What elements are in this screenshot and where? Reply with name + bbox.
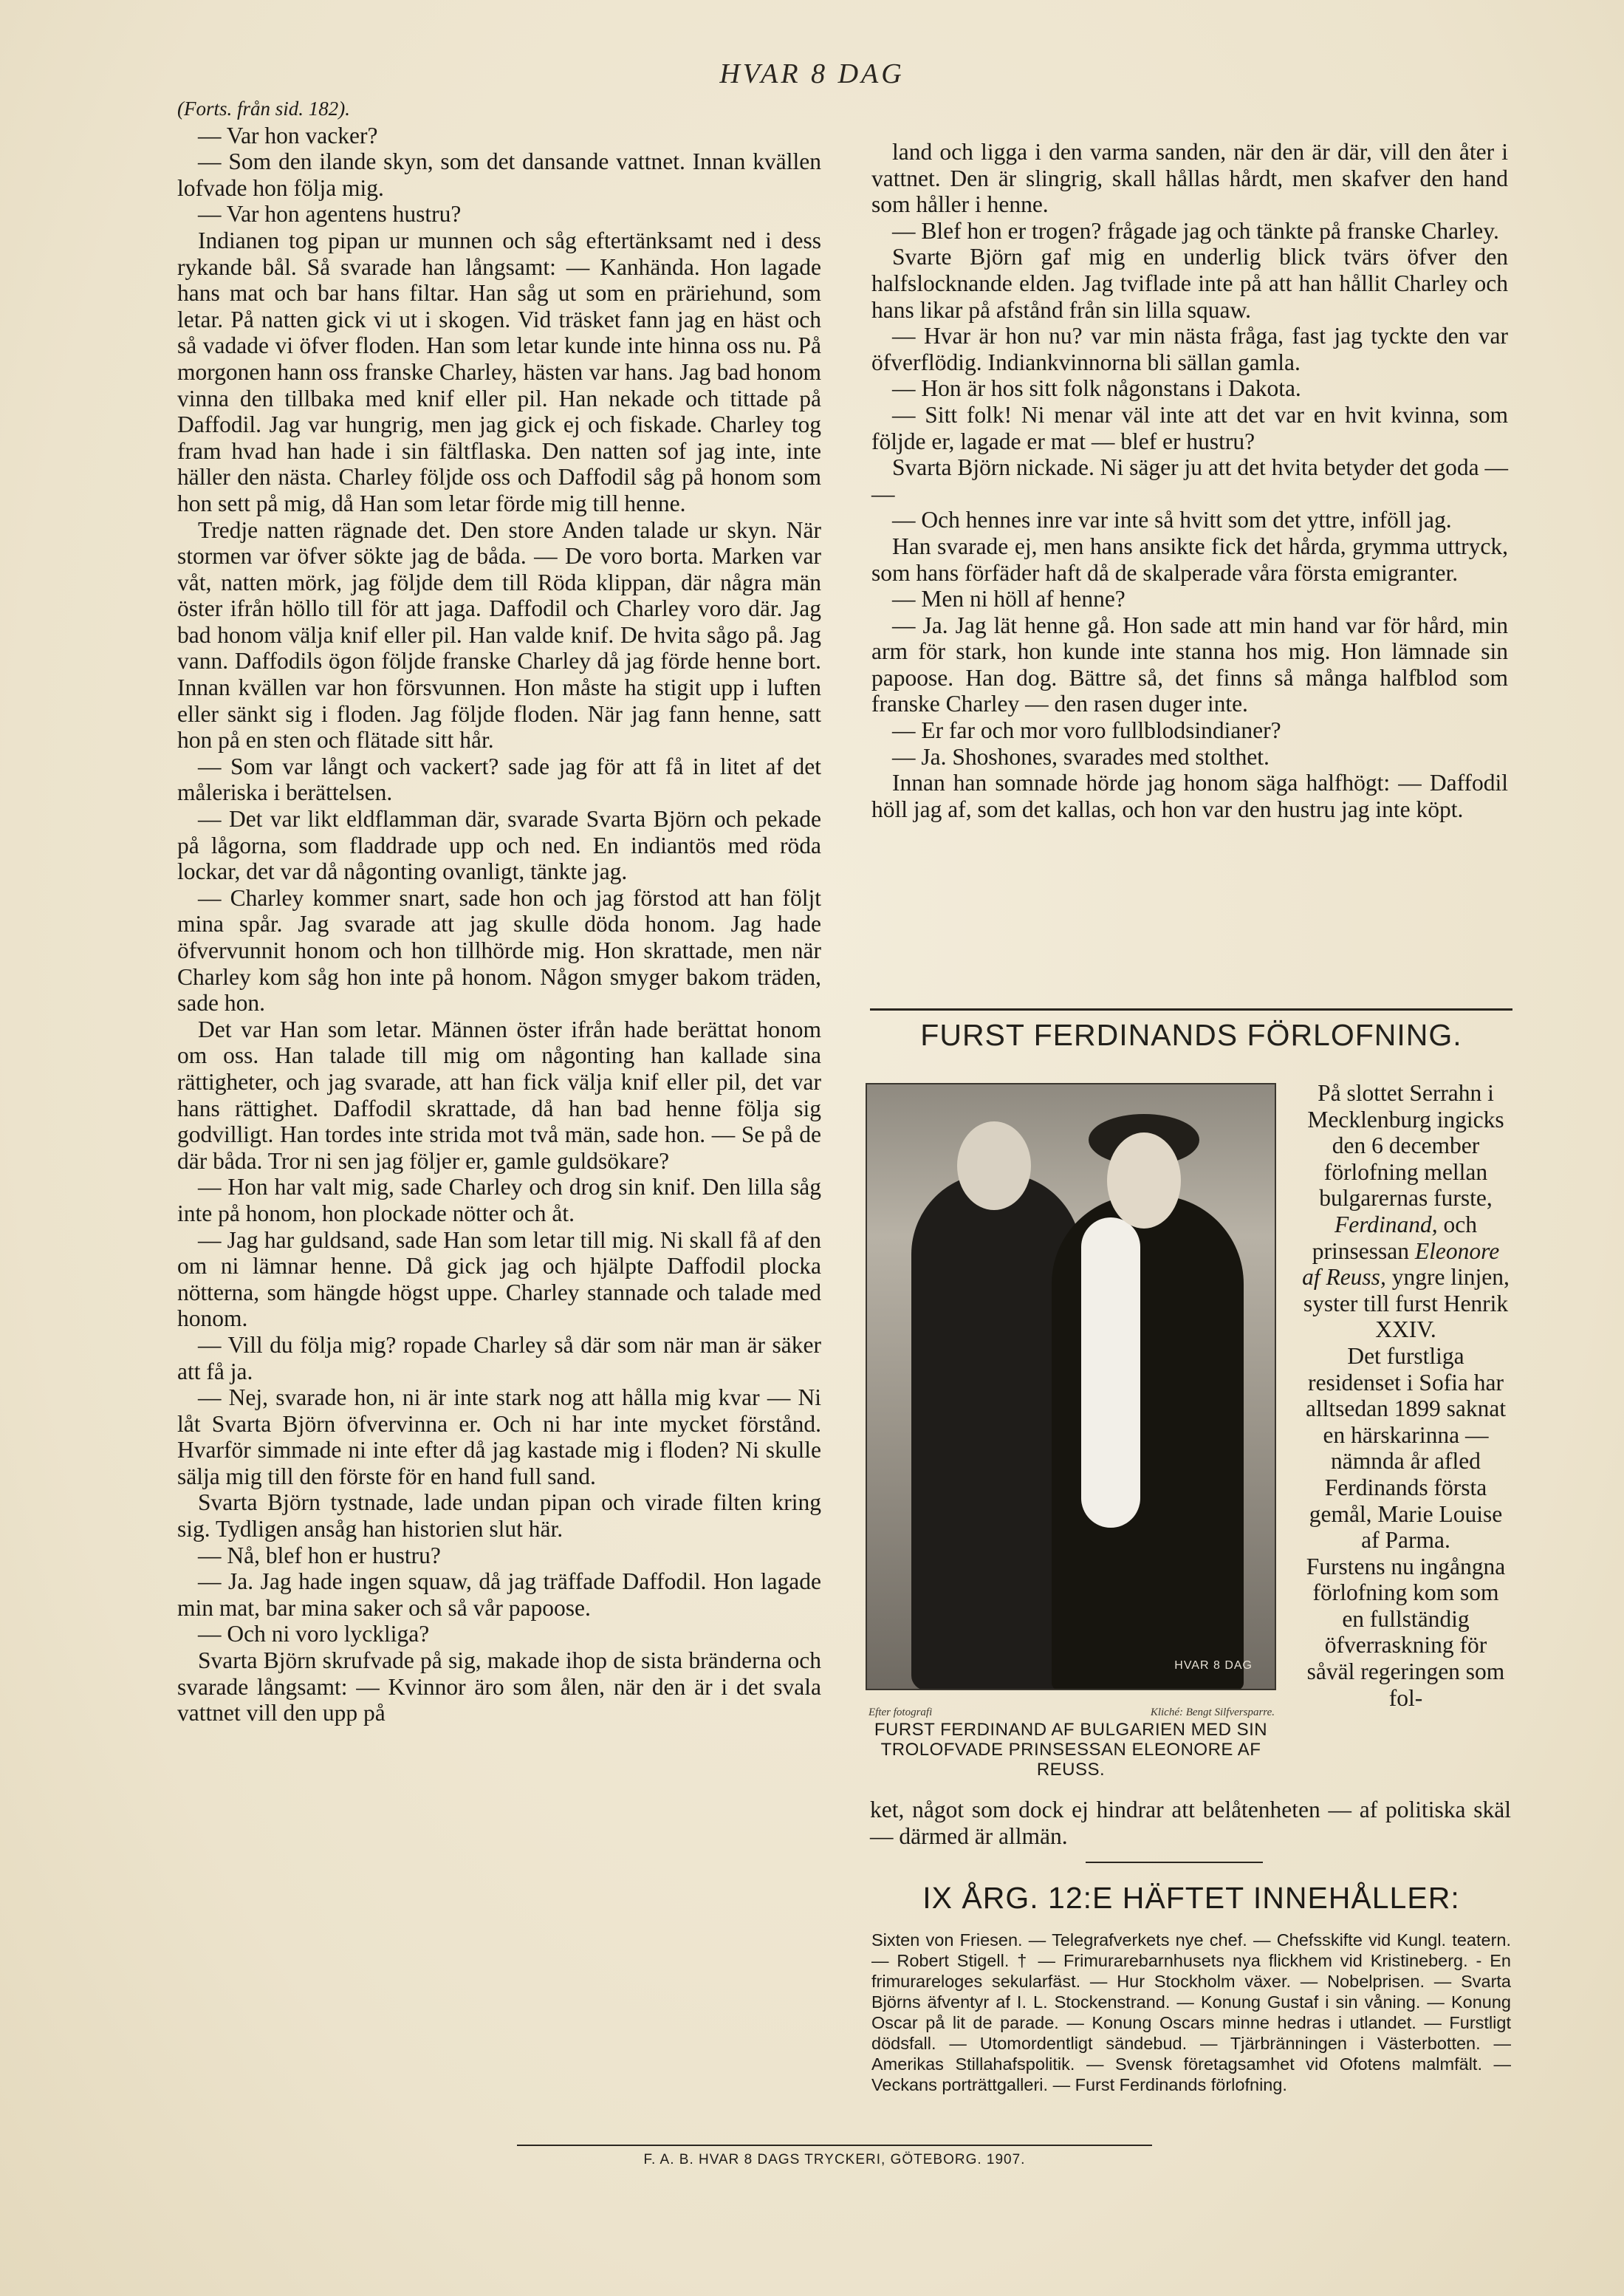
left-paragraphs (177, 123, 821, 1726)
left-paragraph: Svarta Björn skrufvade på sig, makade ihop de sista bränderna och svarade långsamt: — Kvinnor äro som ålen, när den är i det svala vattnet vill den upp på (177, 1647, 821, 1726)
right-paragraph: — Och hennes inre var inte så hvitt som det yttre, inföll jag. (892, 507, 1452, 533)
left-paragraph: Tredje natten rägnade det. Den store Anden talade ur skyn. När stormen var öfver sökte jag de båda. — De voro borta. Marken var våt, natten mörk, jag följde dem till Röda klippan, där några män öster ifrån höllo till för att jaga. Daffodil och Charley voro där. Jag bad honom välja knif eller pil. Han valde knif. De hvita sågo på. Jag vann. Daffodils ögon följde franske Charley då jag förde henne bort. Innan kvällen var hon försvunnen. Hon måste ha stigit upp i luften eller sänkt sig i floden. Jag följde floden. När jag fann henne, satt hon på en sten och flätade sitt hår. (177, 516, 821, 754)
right-paragraph: Svarte Björn gaf mig en underlig blick tvärs öfver den halfslocknande elden. Jag tviflade inte på att han hållit Charley och hans likar på afstånd från sin lilla squaw. (871, 244, 1508, 323)
left-paragraph: — Som den ilande skyn, som det dansande vattnet. Innan kvällen lofvade hon följa mig. (177, 148, 821, 201)
left-paragraph: — Nej, svarade hon, ni är inte stark nog att hålla mig kvar — Ni låt Svarta Björn öfvervinna er. Och ni har inte mycket förstånd. Hvarför simmade ni inte efter då jag kastade mig i floden? Ni skulle sälja mig till den förste för en hand full sand. (177, 1384, 821, 1489)
right-paragraph: — Men ni höll af henne? (892, 586, 1126, 612)
printer-footer: F. A. B. HVAR 8 DAGS TRYCKERI, GÖTEBORG. 1907. (643, 2152, 1026, 2167)
right-paragraph: — Ja. Shoshones, svarades med stolthet. (892, 743, 1270, 770)
right-paragraph: land och ligga i den varma sanden, när den är där, vill den åter i vattnet. Den är slingrig, skall hållas hårdt, men skafver den hand som håller i henne. (871, 139, 1508, 218)
photo-credit-right: Kliché: Bengt Silfversparre. (1150, 1706, 1275, 1718)
left-paragraph: — Som var långt och vackert? sade jag för att få in litet af det måleriska i berättelsen. (177, 753, 821, 806)
left-paragraph: Svarta Björn tystnade, lade undan pipan och virade filten kring sig. Tydligen ansåg han historien slut här. (177, 1489, 821, 1542)
side-text-3: yngre linjen, syster till furst Henrik XXIV. (1303, 1264, 1510, 1343)
continued-note: (Forts. från sid. 182). (177, 98, 351, 120)
side-name-ferdinand: Ferdinand, (1334, 1211, 1438, 1237)
left-paragraph: — Var hon vacker? (198, 122, 378, 148)
side-text-1: På slottet Serrahn i Mecklenburg ingicks den 6 december förlofning mellan bulgarernas furste, (1307, 1080, 1504, 1212)
photo-fur-stole (1081, 1217, 1140, 1528)
right-paragraph: — Er far och mor voro fullblodsindianer? (892, 717, 1281, 744)
right-paragraph: — Blef hon er trogen? frågade jag och tänkte på franske Charley. (892, 217, 1499, 244)
footer-divider (517, 2145, 1152, 2146)
photo-stamp: HVAR 8 DAG (1174, 1659, 1253, 1672)
section-divider (1086, 1862, 1263, 1863)
photo-caption: FURST FERDINAND AF BULGARIEN MED SIN TROLOFVADE PRINSESSAN ELEONORE AF REUSS. (874, 1720, 1268, 1780)
right-paragraph: Svarta Björn nickade. Ni säger ju att det hvita betyder det goda — — (871, 454, 1508, 507)
photo-man-head (957, 1121, 1031, 1210)
left-paragraph: — Nå, blef hon er hustru? (198, 1542, 441, 1568)
left-column (177, 96, 821, 1726)
right-paragraphs (871, 139, 1508, 822)
left-paragraph: — Det var likt eldflamman där, svarade Svarta Björn och pekade på lågorna, som fladdrade upp och ned. En indiantös med röda lockar, det var då någonting ovanligt, tänkte jag. (177, 806, 821, 885)
photo-credits (868, 1706, 1275, 1719)
photo-credit-left: Efter fotografi (868, 1706, 933, 1718)
right-paragraph: Innan han somnade hörde jag honom säga halfhögt: — Daffodil höll jag af, som det kallas, och hon var den hustru jag inte köpt. (871, 770, 1508, 822)
photo-woman-head (1107, 1132, 1181, 1229)
right-paragraph: — Sitt folk! Ni menar väl inte att det var en hvit kvinna, som följde er, lagade er mat — blef er hustru? (871, 401, 1508, 454)
article-side-text (1301, 1080, 1510, 1711)
left-paragraph: — Hon har valt mig, sade Charley och drog sin knif. Den lilla såg inte på honom, hon plockade nötter och åt. (177, 1174, 821, 1226)
article-headline: FURST FERDINANDS FÖRLOFNING. (870, 1008, 1512, 1053)
contents-list: Sixten von Friesen. — Telegrafverkets nye chef. — Chefsskifte vid Kungl. teatern. — Robert Stigell. † — Frimurarebarnhusets nya flickhem vid Kristineberg. - En frimurareloges sekularfäst. — Hur Stockholm växer. — Nobelprisen. — Svarta Björns äfventyr af I. L. Stockenstrand. — Konung Gustaf i sin våning. — Konung Oscar på lit de parade. — Konung Oscars minne hedras i utlandet. — Furstligt dödsfall. — Utomordentligt sändebud. — Tjärbränningen i Västerbotten. — Amerikas Stillahafspolitik. — Svensk företagsamhet vid Ofotens malmfält. — Veckans porträttgalleri. — Furst Ferdinands förlofning. (871, 1930, 1511, 2094)
left-paragraph: — Vill du följa mig? ropade Charley så där som när man är säker att få ja. (177, 1331, 821, 1384)
left-paragraph: — Charley kommer snart, sade hon och jag förstod att han följt mina spår. Jag svarade att jag skulle döda honom. Jag hade öfvervunnit honom och hon tillhörde mig. Hon skrattade, men när Charley kom såg hon inte på honom. Någon smyger bakom träden, sade hon. (177, 884, 821, 1017)
portrait-photo (866, 1083, 1276, 1690)
masthead: HVAR 8 DAG (719, 58, 905, 89)
left-paragraph: — Och ni voro lyckliga? (198, 1621, 430, 1647)
side-name-eleonore: Eleonore af Reuss, (1302, 1237, 1500, 1291)
right-paragraph: — Hon är hos sitt folk någonstans i Dakota. (892, 375, 1301, 402)
left-paragraph: — Jag har guldsand, sade Han som letar till mig. Ni skall få af den om ni lämnar henne. Då gick jag och hjälpte Daffodil plocka nötterna, som hängde högst uppe. Charley stannade och talade med honom. (177, 1226, 821, 1332)
right-paragraph: — Ja. Jag lät henne gå. Hon sade att min hand var för hård, min arm för stark, hon kunde inte stanna hos mig. Hon lämnade sin papoose. Han dog. Bättre så, det finns så många halfblod som franske Charley — den rasen duger inte. (871, 612, 1508, 717)
left-paragraph: Det var Han som letar. Männen öster ifrån hade berättat honom om oss. Han talade till mig om någonting han kallade sina rättigheter, och jag svarade, att han fick välja knif eller pil, det var hans rättighet. Daffodil skrattade, då han bad henne följa sig godvilligt. Han tordes inte strida mot två män, sade hon. — Se på de där båda. Tror ni sen jag följer er, gamle guldsökare? (177, 1016, 821, 1174)
right-paragraph: — Hvar är hon nu? var min nästa fråga, fast jag tyckte den var öfverflödig. Indiankvinnorna bli sällan gamla. (871, 323, 1508, 375)
side-text-2: och prinsessan (1312, 1211, 1478, 1264)
side-text-5: Furstens nu ingångna förlofning kom som en fullständig öfverraskning för såväl regeringen som fol- (1306, 1553, 1506, 1711)
right-paragraph: Han svarade ej, men hans ansikte fick det hårda, grymma uttryck, som hans förfäder haft då de skalperade våra första emigranter. (871, 533, 1508, 586)
contents-headline: IX ÅRG. 12:E HÄFTET INNEHÅLLER: (922, 1881, 1460, 1915)
left-paragraph: — Var hon agentens hustru? (198, 201, 462, 228)
right-column (871, 139, 1508, 822)
article-bottom-text: ket, något som dock ej hindrar att belåtenheten — af politiska skäl — därmed är allmän. (870, 1797, 1511, 1849)
left-paragraph: Indianen tog pipan ur munnen och såg eftertänksamt ned i dess rykande bål. Så svarade han långsamt: — Kanhända. Hon lagade hans mat och bar hans filtar. Han såg ut som en präriehund, som letar. På natten gick vi ut i skogen. Vid träsket fann jag en häst och så vadade vi öfver floden. Han som letar kunde inte hinna oss nu. På morgonen hann oss franske Charley, hästen var hans. Jag bad honom vinna den tillbaka med knif eller pil. Han nekade och tittade på Daffodil. Jag var hungrig, men jag gick ej och fiskade. Charley tog fram hvad han hade i sin fältflaska. Den natten sof jag inte, inte häller den nästa. Charley följde oss och Daffodil såg på honom som hon sett på mig, då Han som letar förde mig till henne. (177, 227, 821, 516)
side-text-4: Det furstliga residenset i Sofia har alltsedan 1899 saknat en härskarinna — nämnda år afled Ferdinands första gemål, Marie Louise af Parma. (1305, 1342, 1507, 1554)
left-paragraph: — Ja. Jag hade ingen squaw, då jag träffade Daffodil. Hon lagade min mat, bar mina saker och så vår papoose. (177, 1568, 821, 1621)
photo-woman-figure (1052, 1195, 1244, 1690)
